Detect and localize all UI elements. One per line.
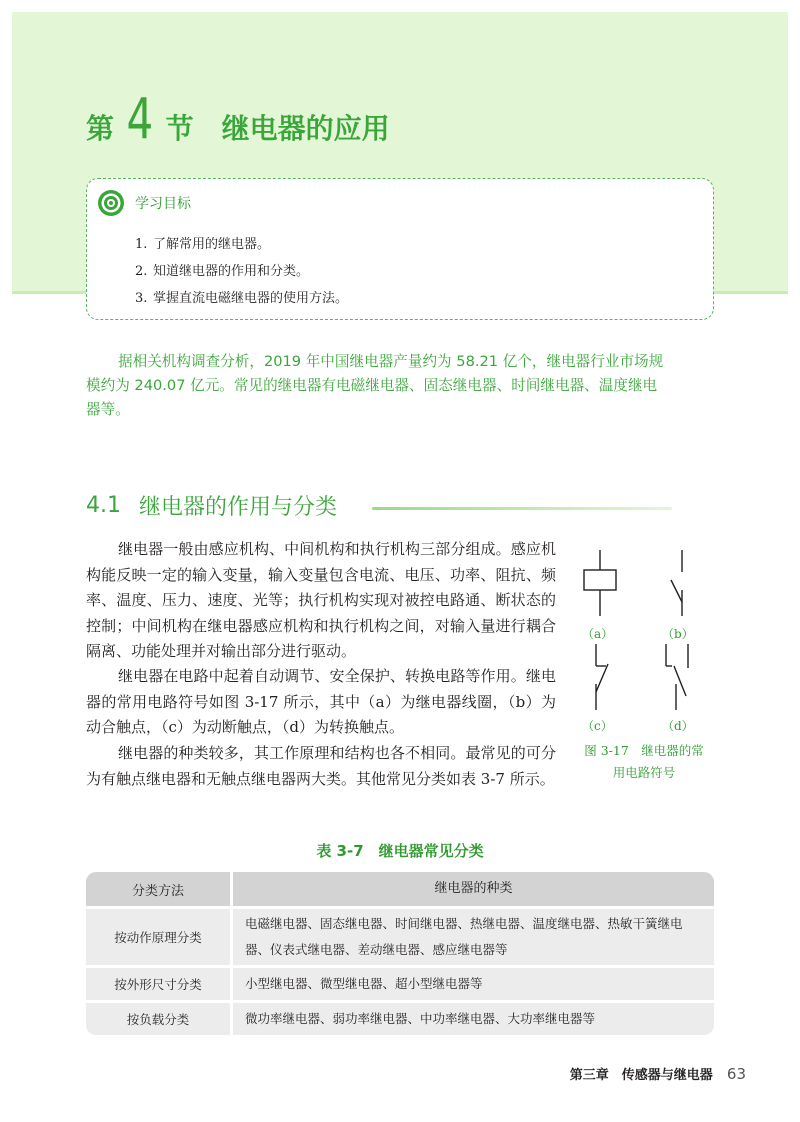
table-title: 表 3-7 继电器常见分类 [316, 842, 484, 860]
changeover-contact-symbol [666, 644, 688, 710]
goal-number: 1. [135, 237, 148, 252]
relay-coil-symbol [584, 550, 616, 616]
table-cell-method: 按外形尺寸分类 [86, 968, 230, 1000]
goal-item [135, 231, 348, 258]
section-title: 继电器的作用与分类 [139, 495, 338, 520]
table-header-cell: 分类方法 [86, 872, 230, 906]
figure-caption [574, 740, 714, 784]
goal-number: 2. [135, 264, 148, 279]
table-row [86, 968, 714, 1000]
page-footer [570, 1064, 746, 1083]
section-underline [372, 507, 672, 510]
table-cell-method: 按负载分类 [86, 1003, 230, 1035]
goal-item [135, 258, 348, 285]
table-row [86, 909, 714, 965]
goal-number: 3. [135, 291, 148, 306]
table-header-row [86, 872, 714, 906]
table-cell-types: 微功率继电器、弱功率继电器、中功率继电器、大功率继电器等 [233, 1003, 714, 1035]
table-cell-types: 电磁继电器、固态继电器、时间继电器、热继电器、温度继电器、热敏干簧继电器、仪表式继电器、差动继电器、感应继电器等 [233, 909, 714, 965]
break-contact-symbol [596, 644, 608, 710]
page-title [86, 87, 390, 152]
body-paragraph: 继电器的种类较多，其工作原理和结构也各不相同。最常见的可分为有触点继电器和无触点继电器两大类。其他常见分类如表 3-7 所示。 [86, 744, 556, 788]
figure-label-a: （a） [582, 627, 614, 641]
section-heading [86, 490, 337, 521]
page-number: 63 [726, 1065, 746, 1083]
chapter-label: 第三章 传感器与继电器 [569, 1068, 713, 1083]
target-icon [97, 189, 125, 217]
goal-text: 了解常用的继电器。 [153, 237, 271, 252]
figure-label-c: （c） [582, 719, 613, 733]
figure-label-d: （d） [662, 719, 694, 733]
table-row [86, 1003, 714, 1035]
make-contact-symbol [671, 550, 682, 616]
figure-label-b: （b） [662, 627, 694, 641]
table-header-cell: 继电器的种类 [233, 872, 714, 906]
body-paragraph: 继电器在电路中起着自动调节、安全保护、转换电路等作用。继电器的常用电路符号如图 3-17 所示，其中（a）为继电器线圈，（b）为动合触点，（c）为动断触点，（d）为转换触点。 [86, 667, 556, 736]
body-paragraph: 继电器一般由感应机构、中间机构和执行机构三部分组成。感应机构能反映一定的输入变量，输入变量包含电流、电压、功率、阻抗、频率、温度、压力、速度、光等；执行机构实现对被控电路通、断状态的控制；中间机构在继电器感应机构和执行机构之间，对输入量进行耦合隔离、功能处理并对输出部分进行驱动。 [86, 540, 556, 660]
goal-text: 掌握直流电磁继电器的使用方法。 [153, 291, 349, 306]
figure-caption-line: 用电路符号 [612, 765, 676, 780]
intro-paragraph: 据相关机构调查分析，2019 年中国继电器产量约为 58.21 亿个，继电器行业市场规模约为 240.07 亿元。常见的继电器有电磁继电器、固态继电器、时间继电器、温度继电器等。 [86, 353, 664, 418]
table-cell-types: 小型继电器、微型继电器、超小型继电器等 [233, 968, 714, 1000]
table-cell-method: 按动作原理分类 [86, 909, 230, 965]
title-number: 4 [126, 87, 154, 152]
goal-item [135, 285, 348, 312]
classification-table [86, 872, 714, 1038]
learning-goals-box [86, 178, 714, 320]
title-suffix: 节 [165, 112, 194, 145]
learning-goals-list [135, 231, 348, 312]
title-prefix: 第 [86, 112, 115, 145]
learning-goals-heading: 学习目标 [135, 196, 191, 212]
figure-caption-line: 图 3-17 继电器的常 [584, 743, 704, 758]
goal-text: 知道继电器的作用和分类。 [153, 264, 310, 279]
section-number: 4.1 [86, 493, 121, 518]
title-text: 继电器的应用 [221, 112, 390, 145]
